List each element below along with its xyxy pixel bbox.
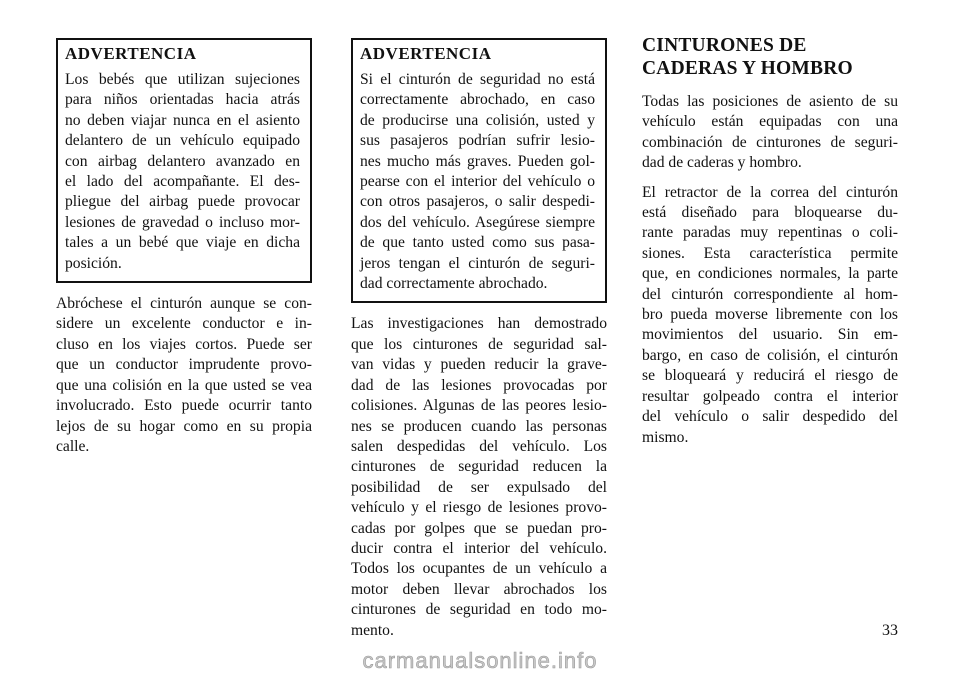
text-line: dos del vehículo. Asegúrese siempre bbox=[360, 213, 595, 231]
text-line: Los bebés que utilizan sujeciones bbox=[65, 71, 300, 88]
text-line: sidere un excelente conductor e in- bbox=[56, 315, 312, 333]
text-line: posición. bbox=[65, 254, 122, 272]
text-line: el lado del acompañante. El des- bbox=[65, 173, 300, 191]
text-line: movimientos del usuario. Sin em- bbox=[642, 326, 898, 344]
watermark: carmanualsonline.info bbox=[362, 648, 598, 673]
text-line: con otros pasajeros, o salir despedi- bbox=[360, 193, 595, 211]
text-line: lejos de su hogar como en su propia bbox=[56, 417, 312, 435]
text-line: que los cinturones de seguridad sal- bbox=[351, 335, 607, 353]
text-line: Las investigaciones han demostrado bbox=[351, 315, 607, 333]
text-line: tales a un bebé que viaje en dicha bbox=[65, 234, 300, 252]
text-line: mismo. bbox=[642, 428, 689, 446]
text-line: cluso en los viajes cortos. Puede ser bbox=[56, 335, 312, 353]
text-line: del cinturón correspondiente al hom- bbox=[642, 285, 898, 303]
text-line: bro pueda moverse libremente con los bbox=[642, 306, 898, 324]
text-line: no deben viajar nunca en el asiento bbox=[65, 111, 300, 129]
text-line: de producirse una colisión, usted y bbox=[360, 111, 595, 129]
text-line: dad correctamente abrochado. bbox=[360, 275, 548, 293]
warning-title: ADVERTENCIA bbox=[360, 44, 492, 63]
warning-box-belt bbox=[351, 38, 607, 303]
text-line: sus pasajeros podrían sufrir lesio- bbox=[360, 132, 595, 150]
warning-title: ADVERTENCIA bbox=[65, 44, 197, 63]
text-line: Abróchese el cinturón aunque se con- bbox=[56, 295, 312, 313]
text-line: Si el cinturón de seguridad no está bbox=[360, 71, 595, 88]
text-line: correctamente abrochado, en caso bbox=[360, 91, 595, 109]
text-line: cinturones de seguridad reducen la bbox=[351, 458, 607, 476]
right-column bbox=[642, 34, 898, 448]
warning-box-infant-seat bbox=[56, 38, 312, 283]
text-line: nes mucho más graves. Pueden gol- bbox=[360, 152, 595, 170]
text-line: colisiones. Algunas de las peores lesio- bbox=[351, 397, 607, 415]
text-line: del vehículo o salir despedido del bbox=[642, 408, 898, 426]
text-line: motor deben llevar abrochados los bbox=[351, 580, 607, 598]
text-line: salen despedidas del vehículo. Los bbox=[351, 437, 607, 455]
text-line: combinación de cinturones de seguri- bbox=[642, 133, 898, 151]
body-paragraph bbox=[642, 92, 898, 174]
text-line: siones. Esta característica permite bbox=[642, 244, 898, 262]
text-line: involucrado. Esto puede ocurrir tanto bbox=[56, 397, 312, 415]
text-line: está diseñado para bloquearse du- bbox=[642, 204, 898, 222]
text-line: nes se producen cuando las personas bbox=[351, 417, 607, 435]
text-line: mento. bbox=[351, 621, 394, 639]
text-line: vehículo están equipadas con una bbox=[642, 113, 898, 131]
text-line: pliegue del airbag puede provocar bbox=[65, 193, 300, 211]
left-column bbox=[56, 38, 312, 457]
text-line: delantero de un vehículo equipado bbox=[65, 132, 300, 150]
text-line: calle. bbox=[56, 437, 90, 455]
text-line: bargo, en caso de colisión, el cinturón bbox=[642, 346, 898, 364]
body-paragraph bbox=[642, 183, 898, 448]
text-line: cinturones de seguridad en todo mo- bbox=[351, 601, 607, 619]
text-line: El retractor de la correa del cinturón bbox=[642, 183, 898, 201]
warning-text bbox=[65, 70, 300, 274]
text-line: posibilidad de ser expulsado del bbox=[351, 478, 607, 496]
body-paragraph bbox=[351, 314, 607, 641]
text-line: cadas por golpes que se puedan pro- bbox=[351, 519, 607, 537]
heading-line: CADERAS Y HOMBRO bbox=[642, 58, 853, 79]
text-line: lesiones de gravedad o incluso mor- bbox=[65, 213, 300, 231]
body-paragraph bbox=[56, 294, 312, 457]
page-number: 33 bbox=[882, 622, 898, 639]
middle-column bbox=[351, 38, 607, 641]
text-line: ducir contra el interior del vehículo. bbox=[351, 539, 607, 557]
text-line: van vidas y pueden reducir la grave- bbox=[351, 356, 607, 374]
heading-line: CINTURONES DE bbox=[642, 35, 807, 56]
text-line: para niños orientadas hacia atrás bbox=[65, 91, 300, 109]
text-line: jeros tengan el cinturón de seguri- bbox=[360, 254, 595, 272]
text-line: rante paradas muy repentinas o coli- bbox=[642, 224, 898, 242]
text-line: con airbag delantero avanzado en bbox=[65, 152, 300, 170]
text-line: vehículo y el riesgo de lesiones provo- bbox=[351, 499, 607, 517]
text-line: se bloqueará y reducirá el riesgo de bbox=[642, 367, 898, 385]
text-line: que, en condiciones normales, la parte bbox=[642, 265, 898, 283]
text-line: de que tanto usted como sus pasa- bbox=[360, 234, 595, 252]
text-line: dad de las lesiones provocadas por bbox=[351, 376, 607, 394]
text-line: Todas las posiciones de asiento de su bbox=[642, 93, 898, 110]
text-line: dad de caderas y hombro. bbox=[642, 154, 802, 172]
text-line: que un conductor imprudente provo- bbox=[56, 356, 312, 374]
text-line: que una colisión en la que usted se vea bbox=[56, 376, 312, 394]
section-heading bbox=[642, 34, 898, 80]
warning-text bbox=[360, 70, 595, 294]
text-line: Todos los ocupantes de un vehículo a bbox=[351, 560, 607, 578]
text-line: pearse con el interior del vehículo o bbox=[360, 173, 595, 191]
text-line: resultar golpeado contra el interior bbox=[642, 387, 898, 405]
